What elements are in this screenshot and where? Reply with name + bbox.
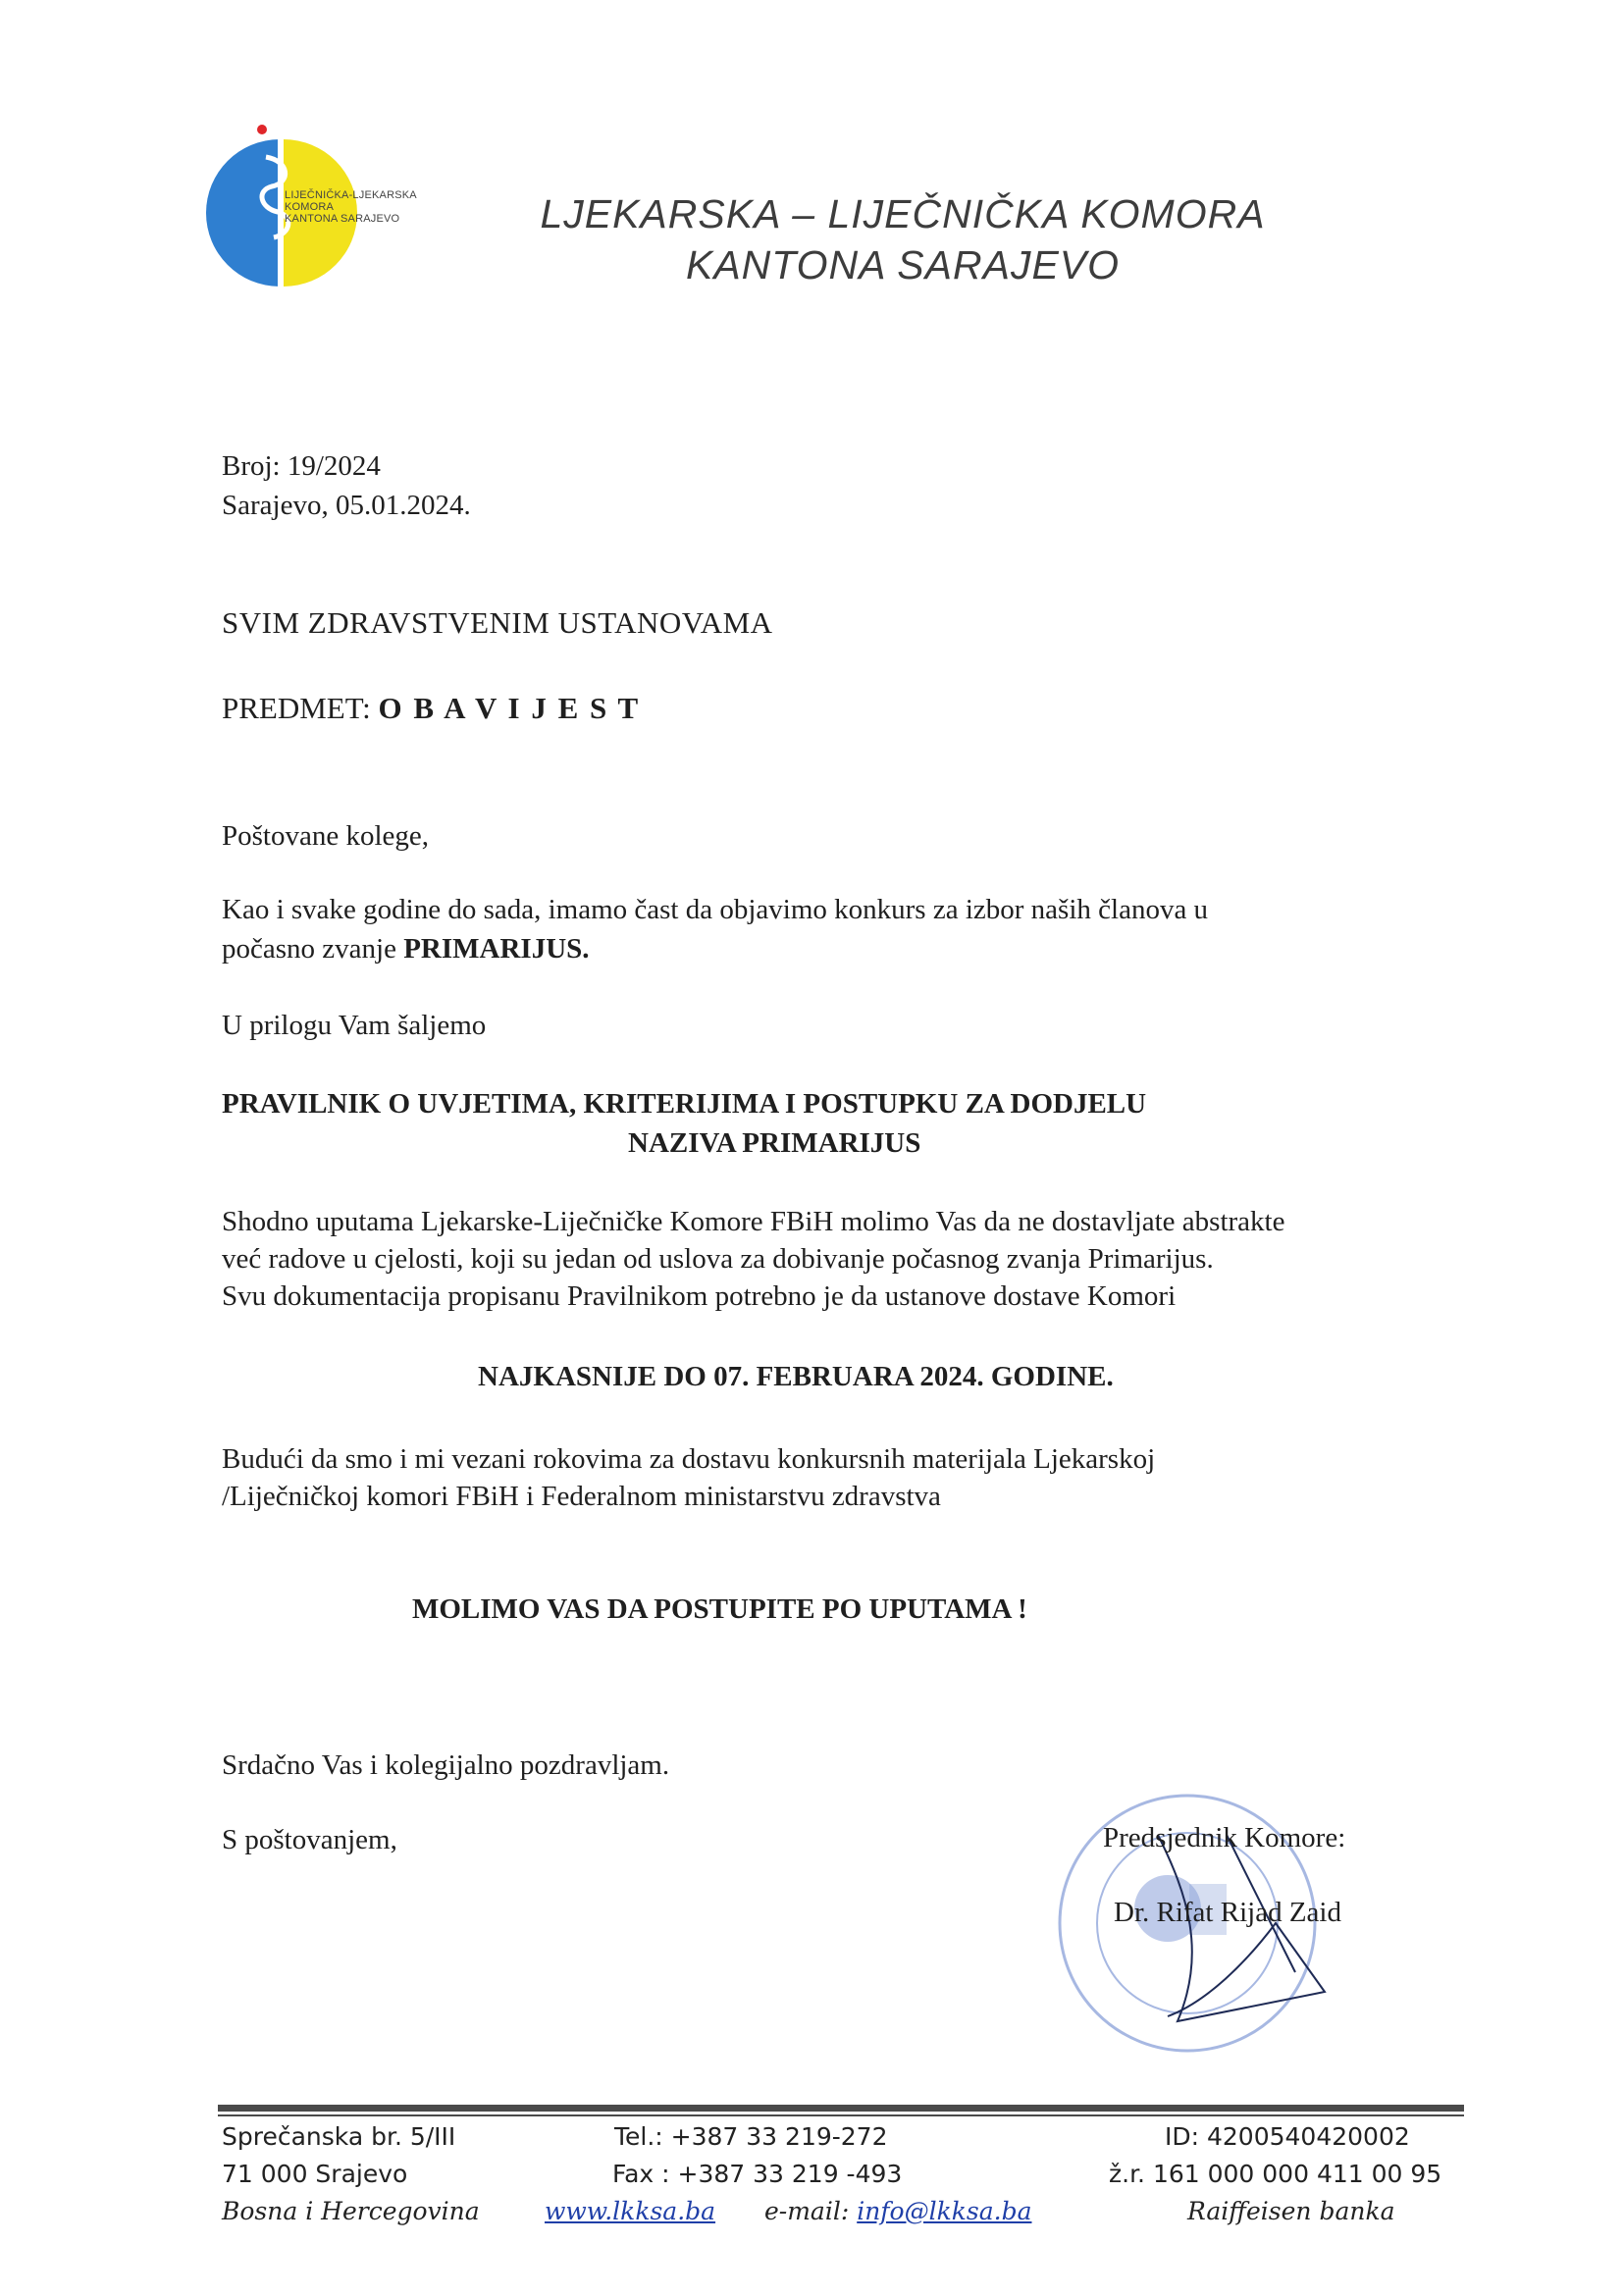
subject-value: O B A V I J E S T <box>378 691 641 725</box>
recipient: SVIM ZDRAVSTVENIM USTANOVAMA <box>222 605 773 640</box>
paragraph-4-line-1: Budući da smo i mi vezani rokovima za dostavu konkursnih materijala Ljekarskoj <box>222 1443 1156 1475</box>
rulebook-title-line-1: PRAVILNIK O UVJETIMA, KRITERIJIMA I POSTUPKU ZA DODJELU <box>222 1088 1147 1120</box>
footer-phone: Tel.: +387 33 219-272 <box>614 2122 888 2151</box>
footer-bank-account: ž.r. 161 000 000 411 00 95 <box>1109 2160 1442 2188</box>
website-link[interactable]: www.lkksa.ba <box>545 2197 716 2225</box>
greeting: Poštovane kolege, <box>222 820 430 852</box>
logo-text <box>285 189 417 225</box>
paragraph-3-line-2: već radove u cjelosti, koji su jedan od uslova za dobivanje počasnog zvanja Primarijus. <box>222 1243 1214 1275</box>
logo-text-line: LIJEČNIČKA-LJEKARSKA <box>285 189 417 201</box>
email-link[interactable]: info@lkksa.ba <box>857 2197 1032 2225</box>
logo-text-line: KOMORA <box>285 201 335 213</box>
paragraph-4-line-2: /Liječničkoj komori FBiH i Federalnom ministarstvu zdravstva <box>222 1481 941 1512</box>
paragraph-2: U prilogu Vam šaljemo <box>222 1010 487 1041</box>
paragraph-1-bold: PRIMARIJUS. <box>403 933 590 965</box>
appeal: MOLIMO VAS DA POSTUPITE PO UPUTAMA ! <box>412 1593 1027 1625</box>
document-number: Broj: 19/2024 <box>222 450 381 482</box>
logo-red-dot <box>257 125 267 134</box>
logo-text-line: KANTONA SARAJEVO <box>285 213 400 225</box>
footer-contact <box>545 2196 1032 2227</box>
deadline: NAJKASNIJE DO 07. FEBRUARA 2024. GODINE. <box>478 1361 1114 1392</box>
subject <box>222 692 640 725</box>
rulebook-title-line-2: NAZIVA PRIMARIJUS <box>628 1127 921 1159</box>
footer-divider-thin <box>218 2114 1464 2116</box>
paragraph-1-line-2 <box>222 932 590 965</box>
footer-fax: Fax : +387 33 219 -493 <box>612 2160 903 2188</box>
organization-title <box>461 188 1344 290</box>
signature-role: Predsjednik Komore: <box>1103 1822 1346 1853</box>
logo-blue-half <box>206 139 280 287</box>
paragraph-1-line-1: Kao i svake godine do sada, imamo čast da objavimo konkurs za izbor naših članova u <box>222 894 1209 925</box>
title-line-2: KANTONA SARAJEVO <box>685 242 1121 287</box>
subject-label: PREDMET: <box>222 691 371 725</box>
footer-address-street: Sprečanska br. 5/III <box>222 2122 456 2151</box>
footer-address-country: Bosna i Hercegovina <box>222 2197 480 2225</box>
paragraph-3-line-3: Svu dokumentacija propisanu Pravilnikom potrebno je da ustanove dostave Komori <box>222 1280 1177 1312</box>
closing: Srdačno Vas i kolegijalno pozdravljam. <box>222 1749 670 1781</box>
footer-id: ID: 4200540420002 <box>1165 2122 1410 2151</box>
title-line-1: LJEKARSKA – LIJEČNIČKA KOMORA <box>540 191 1266 236</box>
email-label: e-mail: <box>763 2197 850 2225</box>
footer-bank-name: Raiffeisen banka <box>1187 2197 1395 2225</box>
signatory-name: Dr. Rifat Rijad Zaid <box>1114 1897 1341 1928</box>
paragraph-1-text: počasno zvanje <box>222 933 404 965</box>
paragraph-3-line-1: Shodno uputama Ljekarske-Liječničke Komore FBiH molimo Vas da ne dostavljate abstrakte <box>222 1206 1285 1237</box>
place-date: Sarajevo, 05.01.2024. <box>222 490 471 521</box>
footer-divider <box>218 2105 1464 2112</box>
regards: S poštovanjem, <box>222 1824 397 1855</box>
footer-address-city: 71 000 Srajevo <box>222 2160 408 2188</box>
